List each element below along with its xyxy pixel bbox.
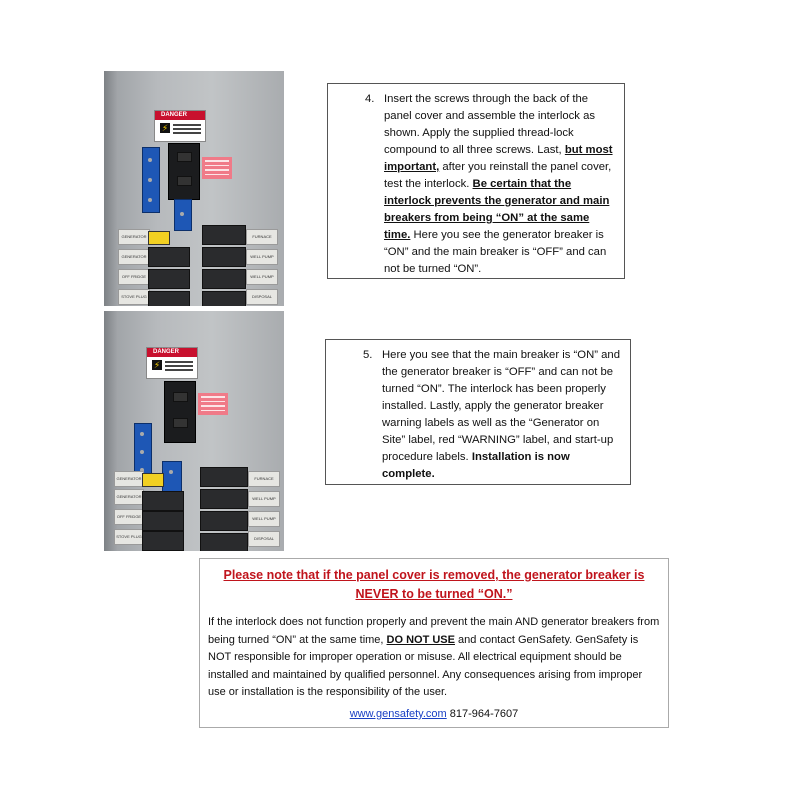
warning-sticker [198, 393, 228, 415]
circuit-label: STOVE PLUG [114, 529, 144, 545]
circuit-label: STOVE PLUG [118, 289, 150, 305]
interlock-plate [142, 147, 160, 213]
step-5-instructions [325, 339, 631, 485]
disclaimer-text: and contact GenSafety. GenSafety is NOT responsible for improper operation or misuse. All electrical equipment should be installed and maintained by qualified personnel. Any consequences arising from improper use or installation is the responsibility of the user. [208, 633, 643, 698]
step-4-text [384, 91, 614, 278]
circuit-label: WELL PUMP [246, 249, 278, 265]
breaker-row [200, 489, 248, 509]
step-4-instructions [327, 83, 625, 279]
circuit-label: GENERATOR [114, 489, 144, 505]
step-emphasis: Be certain that the interlock prevents the generator and main breakers from being “ON” at the same time. [384, 178, 610, 241]
step-number: 4. [365, 93, 375, 105]
step-number: 5. [363, 349, 373, 361]
main-breaker [168, 143, 200, 200]
breaker-row [202, 269, 246, 289]
circuit-label: OFF FRIDGE [114, 509, 144, 525]
danger-label-header: DANGER [147, 348, 197, 357]
step-text: Here you see the generator breaker is “ON” and the main breaker is “OFF” and can not be turned “ON”. [384, 229, 607, 275]
step-text: Insert the screws through the back of the panel cover and assemble the interlock as shown. Apply the supplied thread-lock compound to all three screws. Last, [384, 93, 595, 156]
interlock-slide [174, 199, 192, 231]
main-breaker [164, 381, 196, 443]
breaker-row [202, 291, 246, 306]
disclaimer-text: If the interlock does not function properly and prevent the main AND generator breakers from being turned “ON” at the same time, [208, 616, 660, 646]
circuit-label: GENERATOR [114, 471, 144, 487]
breaker-row [202, 247, 246, 267]
danger-label-text [165, 361, 193, 373]
breaker-row [142, 491, 184, 511]
step-5-text [382, 347, 620, 483]
breaker-row [200, 511, 248, 531]
circuit-label: DISPOSAL [248, 531, 280, 547]
generator-breaker-warning-label [142, 473, 164, 487]
lightning-bolt-icon: ⚡ [153, 360, 161, 370]
breaker-row [148, 247, 190, 267]
circuit-label: FURNACE [248, 471, 280, 487]
breaker-row [200, 533, 248, 551]
circuit-label: WELL PUMP [246, 269, 278, 285]
disclaimer-paragraph [208, 614, 660, 702]
breaker-row [142, 531, 184, 551]
danger-label-text [173, 124, 201, 136]
circuit-label: DISPOSAL [246, 289, 278, 305]
circuit-label: GENERATOR [118, 229, 150, 245]
breaker-row [148, 291, 190, 306]
danger-label [146, 347, 198, 379]
breaker-row [142, 511, 184, 531]
contact-line [200, 708, 668, 720]
danger-label-header: DANGER [155, 111, 205, 120]
phone-number: 817-964-7607 [449, 708, 519, 720]
circuit-label: GENERATOR [118, 249, 150, 265]
danger-label [154, 110, 206, 142]
breaker-row [200, 467, 248, 487]
circuit-label: OFF FRIDGE [118, 269, 150, 285]
panel-hinge [104, 71, 118, 306]
step-text: Here you see that the main breaker is “ON” and the generator breaker is “OFF” and can not be turned “ON”. The interlock has been properly installed. Lastly, apply the generator breaker warning labels as well as the “Generator on Site” label, red “WARNING” label, and start-up procedure labels. [382, 349, 620, 463]
step-emphasis: Installation is now complete. [382, 451, 570, 480]
warning-line: Please note that if the panel cover is removed, the generator breaker is [223, 568, 645, 582]
warning-sticker [202, 157, 232, 179]
generator-breaker-warning-label [148, 231, 170, 245]
website-link[interactable]: www.gensafety.com [349, 708, 447, 720]
breaker-row [202, 225, 246, 245]
step-text: after you reinstall the panel cover, test the interlock. [384, 161, 612, 190]
lightning-bolt-icon: ⚡ [161, 123, 169, 133]
safety-notice [199, 558, 669, 728]
circuit-label: WELL PUMP [248, 491, 280, 507]
step-emphasis: but most important, [384, 144, 613, 173]
panel-photo-main-on [104, 311, 284, 551]
circuit-label: FURNACE [246, 229, 278, 245]
warning-heading [200, 566, 668, 604]
panel-photo-generator-on [104, 71, 284, 306]
breaker-row [148, 269, 190, 289]
do-not-use-emphasis: DO NOT USE [386, 633, 455, 646]
warning-line: NEVER to be turned “ON.” [355, 587, 513, 601]
circuit-label: WELL PUMP [248, 511, 280, 527]
